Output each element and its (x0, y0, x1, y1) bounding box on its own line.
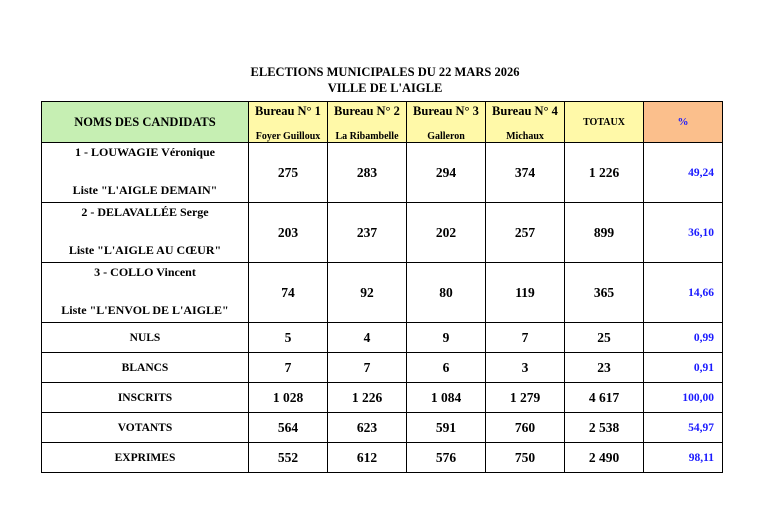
percent-cell: 54,97 (644, 413, 723, 443)
percent-cell: 98,11 (644, 443, 723, 473)
value-cell: 1 226 (328, 383, 407, 413)
bureau-title: Bureau N° 2 (334, 104, 400, 118)
value-cell: 203 (249, 203, 328, 263)
value-cell: 283 (328, 143, 407, 203)
value-cell: 7 (249, 353, 328, 383)
candidate-name: 2 - DELAVALLÉE Serge (81, 205, 209, 219)
value-cell: 7 (328, 353, 407, 383)
total-cell: 365 (565, 263, 644, 323)
percent-cell: 49,24 (644, 143, 723, 203)
bureau-location: Galleron (427, 131, 465, 142)
value-cell: 7 (486, 323, 565, 353)
value-cell: 623 (328, 413, 407, 443)
value-cell: 1 028 (249, 383, 328, 413)
candidate-list: Liste "L'AIGLE DEMAIN" (72, 183, 218, 197)
value-cell: 552 (249, 443, 328, 473)
value-cell: 612 (328, 443, 407, 473)
summary-label: BLANCS (42, 353, 249, 383)
header-bureau-2 (328, 102, 407, 143)
value-cell: 74 (249, 263, 328, 323)
value-cell: 1 084 (407, 383, 486, 413)
value-cell: 294 (407, 143, 486, 203)
summary-label: EXPRIMES (42, 443, 249, 473)
header-bureau-4 (486, 102, 565, 143)
value-cell: 119 (486, 263, 565, 323)
header-names: NOMS DES CANDIDATS (42, 102, 249, 143)
value-cell: 237 (328, 203, 407, 263)
value-cell: 257 (486, 203, 565, 263)
total-cell: 2 538 (565, 413, 644, 443)
total-cell: 1 226 (565, 143, 644, 203)
page-title: ELECTIONS MUNICIPALES DU 22 MARS 2026 (250, 65, 520, 79)
total-cell: 4 617 (565, 383, 644, 413)
percent-cell: 14,66 (644, 263, 723, 323)
total-cell: 2 490 (565, 443, 644, 473)
value-cell: 9 (407, 323, 486, 353)
candidate-cell (42, 203, 249, 263)
candidate-list: Liste "L'ENVOL DE L'AIGLE" (61, 303, 229, 317)
value-cell: 202 (407, 203, 486, 263)
bureau-location: Foyer Guilloux (255, 131, 321, 142)
summary-row-inscrits (42, 383, 723, 413)
total-cell: 899 (565, 203, 644, 263)
value-cell: 92 (328, 263, 407, 323)
value-cell: 80 (407, 263, 486, 323)
percent-cell: 0,99 (644, 323, 723, 353)
value-cell: 6 (407, 353, 486, 383)
value-cell: 750 (486, 443, 565, 473)
summary-row-nuls (42, 323, 723, 353)
value-cell: 3 (486, 353, 565, 383)
header-bureau-1 (249, 102, 328, 143)
percent-cell: 0,91 (644, 353, 723, 383)
header-row (42, 102, 723, 143)
header-percent: % (644, 102, 723, 143)
value-cell: 564 (249, 413, 328, 443)
candidate-list: Liste "L'AIGLE AU CŒUR" (68, 243, 222, 257)
value-cell: 5 (249, 323, 328, 353)
value-cell: 760 (486, 413, 565, 443)
value-cell: 576 (407, 443, 486, 473)
candidate-row-3 (42, 263, 723, 323)
total-cell: 23 (565, 353, 644, 383)
candidate-name: 1 - LOUWAGIE Véronique (75, 145, 215, 159)
value-cell: 591 (407, 413, 486, 443)
summary-label: VOTANTS (42, 413, 249, 443)
results-table (41, 101, 723, 473)
percent-cell: 100,00 (644, 383, 723, 413)
summary-label: NULS (42, 323, 249, 353)
bureau-location: La Ribambelle (335, 131, 399, 142)
total-cell: 25 (565, 323, 644, 353)
header-bureau-3 (407, 102, 486, 143)
summary-row-votants (42, 413, 723, 443)
summary-row-exprimes (42, 443, 723, 473)
bureau-title: Bureau N° 4 (492, 104, 558, 118)
header-totals: TOTAUX (565, 102, 644, 143)
page-subtitle: VILLE DE L'AIGLE (327, 81, 443, 95)
bureau-title: Bureau N° 1 (255, 104, 321, 118)
percent-cell: 36,10 (644, 203, 723, 263)
candidate-row-1 (42, 143, 723, 203)
bureau-title: Bureau N° 3 (413, 104, 479, 118)
value-cell: 275 (249, 143, 328, 203)
summary-row-blancs (42, 353, 723, 383)
candidate-cell (42, 143, 249, 203)
value-cell: 4 (328, 323, 407, 353)
value-cell: 1 279 (486, 383, 565, 413)
value-cell: 374 (486, 143, 565, 203)
candidate-row-2 (42, 203, 723, 263)
candidate-cell (42, 263, 249, 323)
summary-label: INSCRITS (42, 383, 249, 413)
candidate-name: 3 - COLLO Vincent (94, 265, 196, 279)
bureau-location: Michaux (506, 131, 544, 142)
